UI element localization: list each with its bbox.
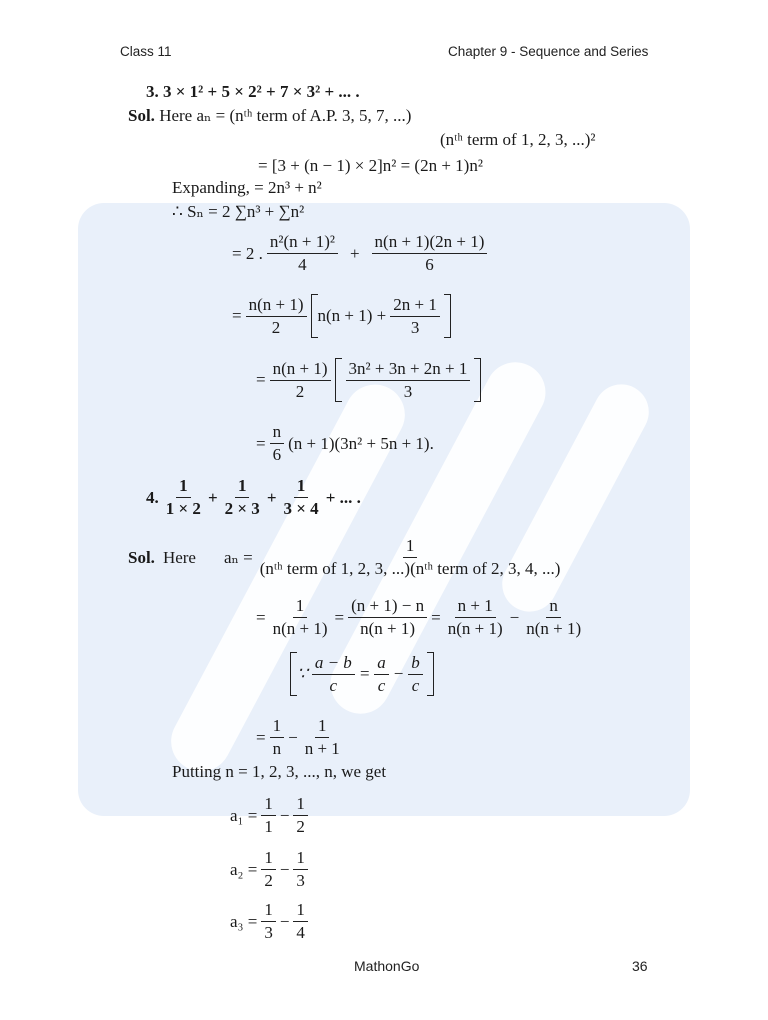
fraction: $\frac{\text{3n² + 3n + 2n + 1}}{3}$ [346,359,471,402]
fraction: $\frac{1}{4}$ [293,900,308,943]
footer-brand: MathonGo [354,958,420,974]
fraction: $\frac{a}{c}$ [374,653,389,696]
eq-prefix: = [256,433,266,453]
q3-step1 [232,232,491,275]
eq-prefix: = [256,370,266,389]
q4-value-a2 [230,848,312,891]
fraction: $\frac{1}{3}$ [261,900,276,943]
q3-question [146,82,360,102]
q4-value-a3 [230,900,312,943]
eq-prefix: = [232,306,242,325]
an-label: aₙ = [223,547,253,567]
fraction: $\frac{1}{\text{(nᵗʰ term of 1, 2, 3, ...)(nᵗʰ term of 2, 3, 4, ...)}}$ [259,536,561,578]
fraction: $\frac{1}{3 \times 4}$ [283,476,319,518]
eq-sign: = [334,607,345,627]
q3-line1: Here aₙ = (nᵗʰ term of A.P. 3, 5, 7, ...) [159,106,412,125]
fraction: $\frac{1}{n}$ [270,716,285,759]
bracket-inner: n(n + 1) + [317,306,387,325]
fraction: $\frac{\text{n²(n + 1)²}}{4}$ [267,232,338,275]
eq-prefix: = 2 . [232,243,263,263]
header-class: Class 11 [120,44,172,59]
q4-hint [290,652,434,696]
left-bracket [290,652,297,696]
sol-label: Sol. [128,547,155,567]
q4-sol-line1 [128,536,567,579]
q3-sol-line1 [128,106,411,126]
step4-rest: (n + 1)(3n² + 5n + 1). [288,433,434,453]
plus-sign: + [349,243,360,263]
fraction: $\frac{1}{n(n + 1)}$ [272,596,328,638]
because-symbol: ∵ [297,664,308,683]
fraction: $\frac{a - b}{c}$ [312,653,355,696]
minus-sign: − [279,805,290,825]
minus-sign: − [279,859,290,879]
q3-line2: (nᵗʰ term of 1, 2, 3, ...)² [440,130,596,149]
q3-step3 [256,358,481,402]
q4-question [146,476,361,519]
minus-sign: − [392,664,405,683]
minus-sign: − [509,607,520,627]
right-bracket [444,294,451,338]
fraction: $\frac{1}{2}$ [293,794,308,837]
fraction: $\frac{1}{2}$ [261,848,276,891]
minus-sign: − [288,727,298,747]
q4-step2 [256,716,347,759]
right-bracket [427,652,434,696]
fraction: $\frac{n + 1}{n(n + 1)}$ [447,596,503,638]
fraction: $\frac{1}{1 \times 2}$ [165,476,201,518]
plus-sign: + [207,487,218,507]
fraction: $\frac{1}{2 \times 3}$ [224,476,260,518]
value-label: a₃ = [230,911,258,931]
q3-number: 3. [146,82,159,101]
header-chapter: Chapter 9 - Sequence and Series [448,44,649,59]
fraction: $\frac{b}{c}$ [408,653,423,696]
q3-step4 [256,422,434,465]
q3-line5: ∴ Sₙ = 2 ∑n³ + ∑n² [172,202,305,221]
fraction: $\frac{n(n + 1)}{2}$ [246,295,307,338]
q4-putting: Putting n = 1, 2, 3, ..., n, we get [172,762,387,781]
q4-number: 4. [146,487,159,507]
q3-line4: Expanding, = 2n³ + n² [172,178,322,197]
page-number: 36 [632,958,648,974]
fraction: $\frac{(n + 1) - n}{n(n + 1)}$ [348,596,427,639]
eq-sign: = [256,607,266,627]
minus-sign: − [279,911,290,931]
q4-tail: + ... . [325,487,361,507]
fraction: $\frac{n(n + 1)(2n + 1)}{6}$ [372,232,488,275]
q3-step2 [232,294,451,338]
eq-sign: = [358,664,371,683]
fraction: $\frac{n(n + 1)}{2}$ [270,359,331,402]
here-text: Here [162,547,196,567]
fraction: $\frac{1}{1}$ [261,794,276,837]
left-bracket [311,294,318,338]
value-label: a₁ = [230,805,258,825]
sol-label: Sol. [128,106,155,125]
value-label: a₂ = [230,859,258,879]
fraction: $\frac{1}{n + 1}$ [304,716,340,758]
q4-value-a1 [230,794,312,837]
right-bracket [474,358,481,402]
q4-step1 [256,596,588,639]
q3-text: 3 × 1² + 5 × 2² + 7 × 3² + ... . [163,82,360,101]
eq-sign: = [256,727,266,747]
q3-line3: = [3 + (n − 1) × 2]n² = (2n + 1)n² [258,156,483,175]
left-bracket [335,358,342,402]
fraction: $\frac{n}{n(n + 1)}$ [526,596,582,638]
fraction: $\frac{2n + 1}{3}$ [390,295,440,338]
eq-sign: = [431,607,441,627]
fraction: $\frac{1}{3}$ [293,848,308,891]
fraction: $\frac{n}{6}$ [270,422,285,465]
plus-sign: + [266,487,277,507]
